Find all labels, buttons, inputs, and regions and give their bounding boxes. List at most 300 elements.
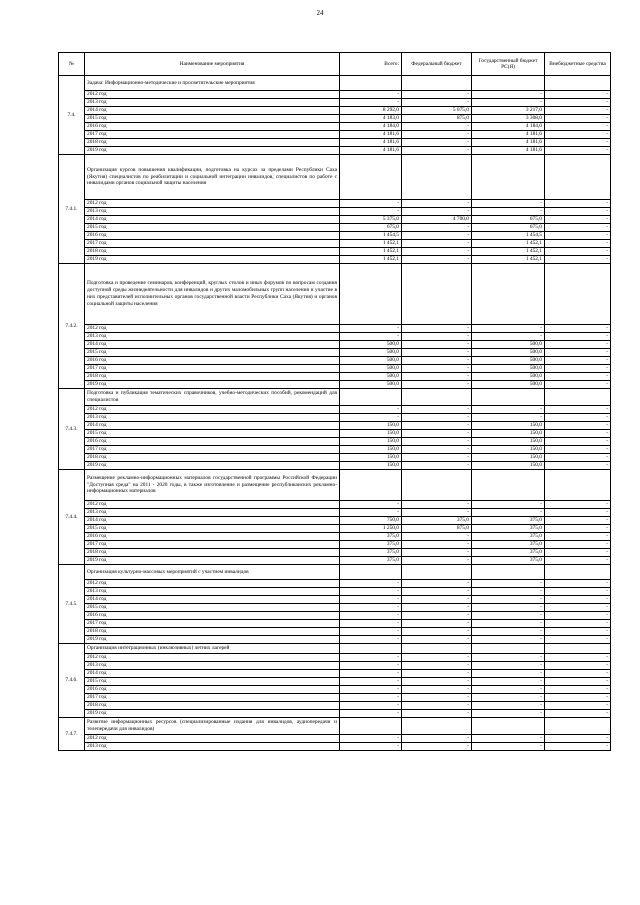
section-title-empty-cell bbox=[402, 470, 472, 501]
federal-cell: - bbox=[402, 99, 472, 107]
table-row bbox=[59, 694, 611, 702]
total-cell: - bbox=[340, 735, 402, 743]
table-row bbox=[59, 216, 611, 224]
federal-cell: 5 075,0 bbox=[402, 107, 472, 115]
extra-cell: - bbox=[545, 147, 611, 155]
table-row bbox=[59, 462, 611, 470]
extra-cell: - bbox=[545, 107, 611, 115]
state-cell: 4 181,6 bbox=[472, 139, 545, 147]
year-cell: 2013 год bbox=[85, 588, 340, 596]
state-cell: 1 452,1 bbox=[472, 240, 545, 248]
state-cell: - bbox=[472, 200, 545, 208]
extra-cell: - bbox=[545, 636, 611, 644]
table-row bbox=[59, 208, 611, 216]
table-row bbox=[59, 333, 611, 341]
section-title-empty-cell bbox=[472, 470, 545, 501]
extra-cell: - bbox=[545, 628, 611, 636]
total-cell: - bbox=[340, 325, 402, 333]
total-cell: 150,0 bbox=[340, 454, 402, 462]
year-cell: 2018 год bbox=[85, 373, 340, 381]
table-row bbox=[59, 147, 611, 155]
state-cell: 4 181,6 bbox=[472, 131, 545, 139]
extra-cell: - bbox=[545, 662, 611, 670]
year-cell: 2013 год bbox=[85, 99, 340, 107]
total-cell: 4 184,0 bbox=[340, 123, 402, 131]
year-cell: 2019 год bbox=[85, 256, 340, 264]
table-row bbox=[59, 541, 611, 549]
extra-cell: - bbox=[545, 422, 611, 430]
header-extra: Внебюджетные средства bbox=[545, 53, 611, 76]
year-cell: 2017 год bbox=[85, 365, 340, 373]
extra-cell: - bbox=[545, 131, 611, 139]
section-title-row bbox=[59, 565, 611, 580]
year-cell: 2019 год bbox=[85, 636, 340, 644]
extra-cell: - bbox=[545, 596, 611, 604]
section-title-empty-cell bbox=[402, 155, 472, 200]
extra-cell: - bbox=[545, 240, 611, 248]
year-cell: 2017 год bbox=[85, 446, 340, 454]
federal-cell: - bbox=[402, 596, 472, 604]
extra-cell: - bbox=[545, 248, 611, 256]
state-cell: 150,0 bbox=[472, 438, 545, 446]
state-cell: 1 452,1 bbox=[472, 256, 545, 264]
table-row bbox=[59, 139, 611, 147]
total-cell: 1 452,1 bbox=[340, 256, 402, 264]
year-cell: 2012 год bbox=[85, 91, 340, 99]
federal-cell: - bbox=[402, 735, 472, 743]
total-cell: - bbox=[340, 636, 402, 644]
federal-cell: - bbox=[402, 462, 472, 470]
total-cell: - bbox=[340, 702, 402, 710]
year-cell: 2014 год bbox=[85, 670, 340, 678]
total-cell: - bbox=[340, 501, 402, 509]
table-row bbox=[59, 678, 611, 686]
table-header-row bbox=[59, 53, 611, 76]
extra-cell: - bbox=[545, 430, 611, 438]
section-title-empty-cell bbox=[545, 718, 611, 735]
table-row bbox=[59, 604, 611, 612]
state-cell: - bbox=[472, 636, 545, 644]
extra-cell: - bbox=[545, 115, 611, 123]
state-cell: 3 308,0 bbox=[472, 115, 545, 123]
state-cell: - bbox=[472, 620, 545, 628]
federal-cell: - bbox=[402, 373, 472, 381]
state-cell: 375,0 bbox=[472, 557, 545, 565]
section-title-empty-cell bbox=[545, 470, 611, 501]
section-title-row bbox=[59, 264, 611, 325]
state-cell: - bbox=[472, 710, 545, 718]
year-cell: 2015 год bbox=[85, 604, 340, 612]
table-row bbox=[59, 636, 611, 644]
federal-cell: - bbox=[402, 541, 472, 549]
year-cell: 2016 год bbox=[85, 533, 340, 541]
federal-cell: - bbox=[402, 224, 472, 232]
section-number: 7.4. bbox=[59, 76, 85, 155]
state-cell: 3 217,0 bbox=[472, 107, 545, 115]
year-cell: 2014 год bbox=[85, 216, 340, 224]
table-row bbox=[59, 325, 611, 333]
total-cell: 375,0 bbox=[340, 557, 402, 565]
year-cell: 2015 год bbox=[85, 430, 340, 438]
total-cell: 1 250,0 bbox=[340, 525, 402, 533]
table-row bbox=[59, 414, 611, 422]
state-cell: - bbox=[472, 612, 545, 620]
extra-cell: - bbox=[545, 406, 611, 414]
state-cell: - bbox=[472, 406, 545, 414]
total-cell: 150,0 bbox=[340, 462, 402, 470]
extra-cell: - bbox=[545, 123, 611, 131]
table-row bbox=[59, 549, 611, 557]
table-row bbox=[59, 381, 611, 389]
state-cell: - bbox=[472, 99, 545, 107]
state-cell: 1 452,1 bbox=[472, 248, 545, 256]
federal-cell: - bbox=[402, 533, 472, 541]
year-cell: 2012 год bbox=[85, 654, 340, 662]
section-title-empty-cell bbox=[402, 389, 472, 406]
extra-cell: - bbox=[545, 735, 611, 743]
extra-cell: - bbox=[545, 373, 611, 381]
year-cell: 2012 год bbox=[85, 735, 340, 743]
year-cell: 2019 год bbox=[85, 462, 340, 470]
federal-cell: - bbox=[402, 438, 472, 446]
federal-cell: - bbox=[402, 446, 472, 454]
year-cell: 2014 год bbox=[85, 596, 340, 604]
year-cell: 2018 год bbox=[85, 139, 340, 147]
extra-cell: - bbox=[545, 139, 611, 147]
federal-cell: - bbox=[402, 256, 472, 264]
table-row bbox=[59, 131, 611, 139]
federal-cell: 375,0 bbox=[402, 517, 472, 525]
federal-cell: 875,0 bbox=[402, 525, 472, 533]
section-title-empty-cell bbox=[545, 389, 611, 406]
table-row bbox=[59, 454, 611, 462]
total-cell: 500,0 bbox=[340, 349, 402, 357]
total-cell: 150,0 bbox=[340, 430, 402, 438]
year-cell: 2013 год bbox=[85, 333, 340, 341]
state-cell: - bbox=[472, 325, 545, 333]
year-cell: 2012 год bbox=[85, 200, 340, 208]
federal-cell: - bbox=[402, 240, 472, 248]
table-row bbox=[59, 517, 611, 525]
total-cell: - bbox=[340, 620, 402, 628]
total-cell: - bbox=[340, 628, 402, 636]
year-cell: 2014 год bbox=[85, 341, 340, 349]
extra-cell: - bbox=[545, 349, 611, 357]
federal-cell: - bbox=[402, 580, 472, 588]
federal-cell: - bbox=[402, 686, 472, 694]
total-cell: - bbox=[340, 604, 402, 612]
section-title-empty-cell bbox=[340, 76, 402, 91]
extra-cell: - bbox=[545, 414, 611, 422]
table-row bbox=[59, 501, 611, 509]
extra-cell: - bbox=[545, 357, 611, 365]
total-cell: - bbox=[340, 654, 402, 662]
total-cell: - bbox=[340, 99, 402, 107]
table-row bbox=[59, 430, 611, 438]
total-cell: 4 181,6 bbox=[340, 131, 402, 139]
state-cell: - bbox=[472, 588, 545, 596]
total-cell: 4 183,0 bbox=[340, 115, 402, 123]
table-row bbox=[59, 224, 611, 232]
state-cell: - bbox=[472, 662, 545, 670]
federal-cell: - bbox=[402, 678, 472, 686]
state-cell: - bbox=[472, 208, 545, 216]
federal-cell: - bbox=[402, 381, 472, 389]
table-row bbox=[59, 200, 611, 208]
extra-cell: - bbox=[545, 438, 611, 446]
year-cell: 2014 год bbox=[85, 107, 340, 115]
state-cell: 500,0 bbox=[472, 365, 545, 373]
state-cell: 4 181,6 bbox=[472, 147, 545, 155]
section-title-empty-cell bbox=[545, 76, 611, 91]
state-cell: - bbox=[472, 686, 545, 694]
total-cell: 8 292,0 bbox=[340, 107, 402, 115]
total-cell: 5 375,0 bbox=[340, 216, 402, 224]
year-cell: 2013 год bbox=[85, 662, 340, 670]
extra-cell: - bbox=[545, 670, 611, 678]
section-title-empty-cell bbox=[340, 644, 402, 654]
state-cell: - bbox=[472, 654, 545, 662]
year-cell: 2012 год bbox=[85, 501, 340, 509]
year-cell: 2019 год bbox=[85, 710, 340, 718]
table-row bbox=[59, 341, 611, 349]
table-row bbox=[59, 620, 611, 628]
year-cell: 2013 год bbox=[85, 743, 340, 751]
table-row bbox=[59, 373, 611, 381]
extra-cell: - bbox=[545, 533, 611, 541]
header-state: Государственный бюджет РС(Я) bbox=[472, 53, 545, 76]
total-cell: - bbox=[340, 686, 402, 694]
table-row bbox=[59, 525, 611, 533]
state-cell: - bbox=[472, 678, 545, 686]
section-number: 7.4.5. bbox=[59, 565, 85, 644]
year-cell: 2015 год bbox=[85, 678, 340, 686]
total-cell: 375,0 bbox=[340, 541, 402, 549]
extra-cell: - bbox=[545, 200, 611, 208]
extra-cell: - bbox=[545, 325, 611, 333]
federal-cell: - bbox=[402, 604, 472, 612]
section-title-empty-cell bbox=[472, 264, 545, 325]
federal-cell: - bbox=[402, 422, 472, 430]
total-cell: - bbox=[340, 694, 402, 702]
state-cell: 150,0 bbox=[472, 430, 545, 438]
year-cell: 2017 год bbox=[85, 240, 340, 248]
section-title-empty-cell bbox=[340, 155, 402, 200]
state-cell: - bbox=[472, 604, 545, 612]
section-title: Размещение рекламно-информационных материалов государственной программы Российской Федерации "Доступная среда" на 2011 - 2020 годы, в также изготовление и размещение республиканских рекламно-информационных материалов bbox=[85, 470, 340, 501]
federal-cell: - bbox=[402, 628, 472, 636]
federal-cell: - bbox=[402, 365, 472, 373]
table-row bbox=[59, 91, 611, 99]
total-cell: 4 181,6 bbox=[340, 139, 402, 147]
federal-cell: - bbox=[402, 349, 472, 357]
extra-cell: - bbox=[545, 557, 611, 565]
extra-cell: - bbox=[545, 525, 611, 533]
total-cell: - bbox=[340, 200, 402, 208]
state-cell: 675,0 bbox=[472, 224, 545, 232]
state-cell: 500,0 bbox=[472, 373, 545, 381]
state-cell: 500,0 bbox=[472, 349, 545, 357]
extra-cell: - bbox=[545, 702, 611, 710]
section-number: 7.4.4. bbox=[59, 470, 85, 565]
state-cell: - bbox=[472, 501, 545, 509]
table-row bbox=[59, 628, 611, 636]
section-title-empty-cell bbox=[472, 718, 545, 735]
total-cell: - bbox=[340, 509, 402, 517]
section-title-empty-cell bbox=[402, 565, 472, 580]
table-row bbox=[59, 670, 611, 678]
federal-cell: - bbox=[402, 501, 472, 509]
total-cell: 150,0 bbox=[340, 446, 402, 454]
extra-cell: - bbox=[545, 256, 611, 264]
state-cell: - bbox=[472, 414, 545, 422]
header-num: № bbox=[59, 53, 85, 76]
table-row bbox=[59, 107, 611, 115]
table-row bbox=[59, 533, 611, 541]
section-title-row bbox=[59, 718, 611, 735]
year-cell: 2018 год bbox=[85, 628, 340, 636]
extra-cell: - bbox=[545, 91, 611, 99]
total-cell: - bbox=[340, 670, 402, 678]
extra-cell: - bbox=[545, 620, 611, 628]
section-number: 7.4.1. bbox=[59, 155, 85, 264]
section-title-row bbox=[59, 389, 611, 406]
section-number: 7.4.7. bbox=[59, 718, 85, 751]
section-title: Подготовка и проведение семинаров, конференций, круглых столов и иных форумов по вопросам создания доступной среды жизнедеятельности для инвалидов и других маломобильных групп населения и участие в них представителей исполнительных органов государственной власти Республики Саха (Якутия) и органов социальной защиты населения bbox=[85, 264, 340, 325]
state-cell: - bbox=[472, 628, 545, 636]
extra-cell: - bbox=[545, 694, 611, 702]
state-cell: - bbox=[472, 743, 545, 751]
table-row bbox=[59, 115, 611, 123]
extra-cell: - bbox=[545, 604, 611, 612]
state-cell: - bbox=[472, 509, 545, 517]
federal-cell: 4 700,0 bbox=[402, 216, 472, 224]
federal-cell: - bbox=[402, 341, 472, 349]
extra-cell: - bbox=[545, 462, 611, 470]
year-cell: 2013 год bbox=[85, 208, 340, 216]
table-row bbox=[59, 123, 611, 131]
year-cell: 2019 год bbox=[85, 557, 340, 565]
section-title-row bbox=[59, 76, 611, 91]
total-cell: - bbox=[340, 662, 402, 670]
total-cell: 500,0 bbox=[340, 341, 402, 349]
section-title-empty-cell bbox=[402, 644, 472, 654]
table-row bbox=[59, 509, 611, 517]
year-cell: 2012 год bbox=[85, 406, 340, 414]
state-cell: 375,0 bbox=[472, 525, 545, 533]
federal-cell: - bbox=[402, 670, 472, 678]
year-cell: 2016 год bbox=[85, 232, 340, 240]
state-cell: - bbox=[472, 580, 545, 588]
federal-cell: - bbox=[402, 147, 472, 155]
federal-cell: - bbox=[402, 131, 472, 139]
table-row bbox=[59, 240, 611, 248]
section-title-empty-cell bbox=[472, 76, 545, 91]
year-cell: 2017 год bbox=[85, 131, 340, 139]
table-row bbox=[59, 357, 611, 365]
state-cell: 4 184,0 bbox=[472, 123, 545, 131]
total-cell: - bbox=[340, 678, 402, 686]
year-cell: 2012 год bbox=[85, 580, 340, 588]
federal-cell: - bbox=[402, 743, 472, 751]
state-cell: 375,0 bbox=[472, 533, 545, 541]
section-title-empty-cell bbox=[402, 76, 472, 91]
federal-cell: - bbox=[402, 710, 472, 718]
section-title-empty-cell bbox=[472, 565, 545, 580]
table-row bbox=[59, 654, 611, 662]
header-total: Всего: bbox=[340, 53, 402, 76]
state-cell: - bbox=[472, 91, 545, 99]
state-cell: 150,0 bbox=[472, 422, 545, 430]
extra-cell: - bbox=[545, 710, 611, 718]
total-cell: 4 181,6 bbox=[340, 147, 402, 155]
extra-cell: - bbox=[545, 541, 611, 549]
total-cell: - bbox=[340, 743, 402, 751]
section-title-empty-cell bbox=[402, 718, 472, 735]
section-title: Организация культурно-массовых мероприятий с участием инвалидов bbox=[85, 565, 340, 580]
state-cell: 375,0 bbox=[472, 549, 545, 557]
section-title-empty-cell bbox=[472, 389, 545, 406]
header-name: Наименование мероприятия bbox=[85, 53, 340, 76]
extra-cell: - bbox=[545, 333, 611, 341]
table-body bbox=[59, 76, 611, 751]
year-cell: 2016 год bbox=[85, 357, 340, 365]
year-cell: 2015 год bbox=[85, 115, 340, 123]
total-cell: - bbox=[340, 710, 402, 718]
year-cell: 2015 год bbox=[85, 349, 340, 357]
section-number: 7.4.3. bbox=[59, 389, 85, 470]
section-title-empty-cell bbox=[545, 155, 611, 200]
section-title-empty-cell bbox=[340, 264, 402, 325]
total-cell: - bbox=[340, 596, 402, 604]
total-cell: - bbox=[340, 406, 402, 414]
year-cell: 2018 год bbox=[85, 549, 340, 557]
year-cell: 2017 год bbox=[85, 620, 340, 628]
state-cell: - bbox=[472, 694, 545, 702]
state-cell: 150,0 bbox=[472, 446, 545, 454]
total-cell: 500,0 bbox=[340, 357, 402, 365]
table-row bbox=[59, 99, 611, 107]
year-cell: 2016 год bbox=[85, 612, 340, 620]
state-cell: 150,0 bbox=[472, 454, 545, 462]
table-row bbox=[59, 232, 611, 240]
federal-cell: - bbox=[402, 325, 472, 333]
extra-cell: - bbox=[545, 588, 611, 596]
state-cell: 150,0 bbox=[472, 462, 545, 470]
total-cell: - bbox=[340, 580, 402, 588]
section-title-empty-cell bbox=[340, 389, 402, 406]
total-cell: 375,0 bbox=[340, 549, 402, 557]
total-cell: 500,0 bbox=[340, 365, 402, 373]
federal-cell: - bbox=[402, 414, 472, 422]
extra-cell: - bbox=[545, 208, 611, 216]
table-row bbox=[59, 735, 611, 743]
total-cell: 750,0 bbox=[340, 517, 402, 525]
total-cell: - bbox=[340, 333, 402, 341]
section-title-empty-cell bbox=[545, 264, 611, 325]
federal-cell: - bbox=[402, 333, 472, 341]
total-cell: - bbox=[340, 414, 402, 422]
extra-cell: - bbox=[545, 381, 611, 389]
year-cell: 2017 год bbox=[85, 694, 340, 702]
federal-cell: - bbox=[402, 430, 472, 438]
extra-cell: - bbox=[545, 99, 611, 107]
section-title-empty-cell bbox=[340, 470, 402, 501]
state-cell: 375,0 bbox=[472, 541, 545, 549]
table-row bbox=[59, 596, 611, 604]
extra-cell: - bbox=[545, 686, 611, 694]
section-title: Организация интеграционных (инклюзивных) летних лагерей bbox=[85, 644, 340, 654]
